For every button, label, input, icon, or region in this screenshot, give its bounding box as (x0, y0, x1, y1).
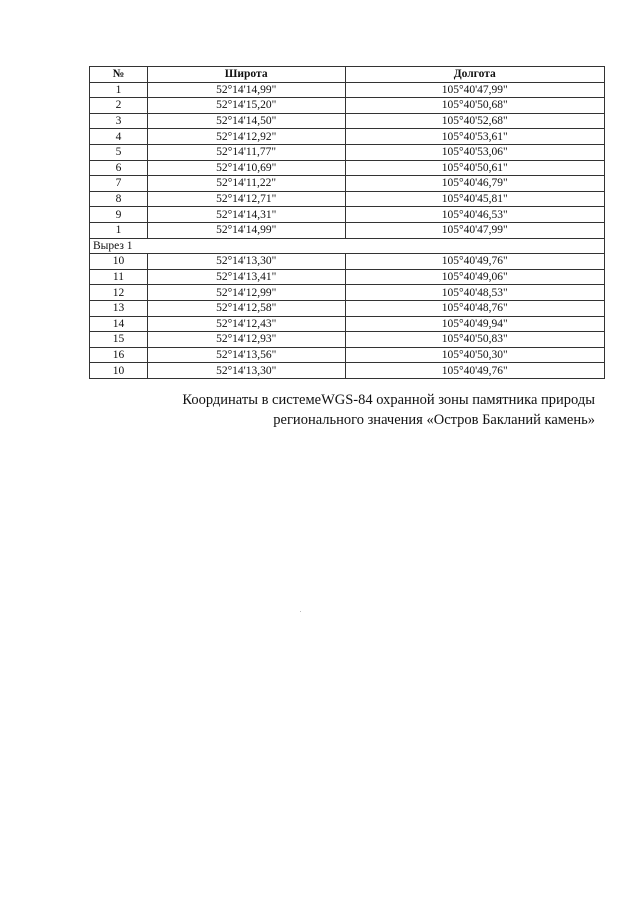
table-header-row (90, 67, 605, 83)
header-latitude: Широта (147, 67, 345, 83)
table-row (90, 269, 605, 285)
table-row (90, 98, 605, 114)
cell-latitude: 52°14'15,20" (147, 98, 345, 114)
cell-latitude: 52°14'13,41" (147, 269, 345, 285)
cell-latitude: 52°14'14,50" (147, 113, 345, 129)
cell-number: 1 (90, 222, 148, 238)
cell-longitude: 105°40'53,06" (345, 144, 605, 160)
cell-number: 3 (90, 113, 148, 129)
cell-longitude: 105°40'46,79" (345, 176, 605, 192)
cell-longitude: 105°40'49,94" (345, 316, 605, 332)
cell-longitude: 105°40'50,30" (345, 347, 605, 363)
cell-number: 13 (90, 300, 148, 316)
cell-longitude: 105°40'45,81" (345, 191, 605, 207)
cell-longitude: 105°40'50,68" (345, 98, 605, 114)
caption-line-1: Координаты в системеWGS-84 охранной зоны памятника природы (182, 392, 595, 408)
cell-latitude: 52°14'12,92" (147, 129, 345, 145)
table-body (90, 82, 605, 378)
cell-longitude: 105°40'50,83" (345, 332, 605, 348)
cell-latitude: 52°14'13,30" (147, 363, 345, 379)
scan-speck (300, 611, 301, 612)
table-row (90, 82, 605, 98)
cell-latitude: 52°14'11,77" (147, 144, 345, 160)
cell-longitude: 105°40'49,76" (345, 363, 605, 379)
cell-longitude: 105°40'53,61" (345, 129, 605, 145)
cell-longitude: 105°40'49,06" (345, 269, 605, 285)
section-row (90, 238, 605, 254)
cell-longitude: 105°40'47,99" (345, 222, 605, 238)
cell-latitude: 52°14'11,22" (147, 176, 345, 192)
cell-latitude: 52°14'12,43" (147, 316, 345, 332)
cell-longitude: 105°40'49,76" (345, 254, 605, 270)
cell-longitude: 105°40'52,68" (345, 113, 605, 129)
cell-longitude: 105°40'50,61" (345, 160, 605, 176)
cell-number: 15 (90, 332, 148, 348)
cell-latitude: 52°14'12,99" (147, 285, 345, 301)
cell-latitude: 52°14'13,56" (147, 347, 345, 363)
coordinates-table (89, 66, 605, 379)
cell-latitude: 52°14'14,99" (147, 82, 345, 98)
cell-longitude: 105°40'48,53" (345, 285, 605, 301)
table-row (90, 129, 605, 145)
table-row (90, 300, 605, 316)
cell-latitude: 52°14'14,99" (147, 222, 345, 238)
section-label: Вырез 1 (90, 238, 605, 254)
header-number: № (90, 67, 148, 83)
table-caption (75, 390, 595, 430)
cell-latitude: 52°14'12,58" (147, 300, 345, 316)
cell-number: 16 (90, 347, 148, 363)
table-row (90, 144, 605, 160)
table-row (90, 332, 605, 348)
cell-longitude: 105°40'47,99" (345, 82, 605, 98)
cell-number: 8 (90, 191, 148, 207)
table-row (90, 254, 605, 270)
cell-latitude: 52°14'13,30" (147, 254, 345, 270)
cell-longitude: 105°40'46,53" (345, 207, 605, 223)
table-row (90, 222, 605, 238)
cell-number: 2 (90, 98, 148, 114)
table-row (90, 191, 605, 207)
cell-number: 11 (90, 269, 148, 285)
table-row (90, 207, 605, 223)
cell-number: 7 (90, 176, 148, 192)
cell-latitude: 52°14'14,31" (147, 207, 345, 223)
cell-number: 4 (90, 129, 148, 145)
cell-number: 6 (90, 160, 148, 176)
table-row (90, 347, 605, 363)
table-row (90, 363, 605, 379)
cell-latitude: 52°14'12,71" (147, 191, 345, 207)
cell-number: 9 (90, 207, 148, 223)
cell-latitude: 52°14'12,93" (147, 332, 345, 348)
cell-longitude: 105°40'48,76" (345, 300, 605, 316)
cell-number: 10 (90, 363, 148, 379)
cell-number: 5 (90, 144, 148, 160)
table-row (90, 176, 605, 192)
cell-number: 1 (90, 82, 148, 98)
header-longitude: Долгота (345, 67, 605, 83)
caption-line-2: регионального значения «Остров Бакланий камень» (273, 412, 595, 428)
cell-number: 10 (90, 254, 148, 270)
table-row (90, 113, 605, 129)
table-row (90, 285, 605, 301)
cell-number: 12 (90, 285, 148, 301)
table-row (90, 160, 605, 176)
cell-latitude: 52°14'10,69" (147, 160, 345, 176)
table-row (90, 316, 605, 332)
cell-number: 14 (90, 316, 148, 332)
